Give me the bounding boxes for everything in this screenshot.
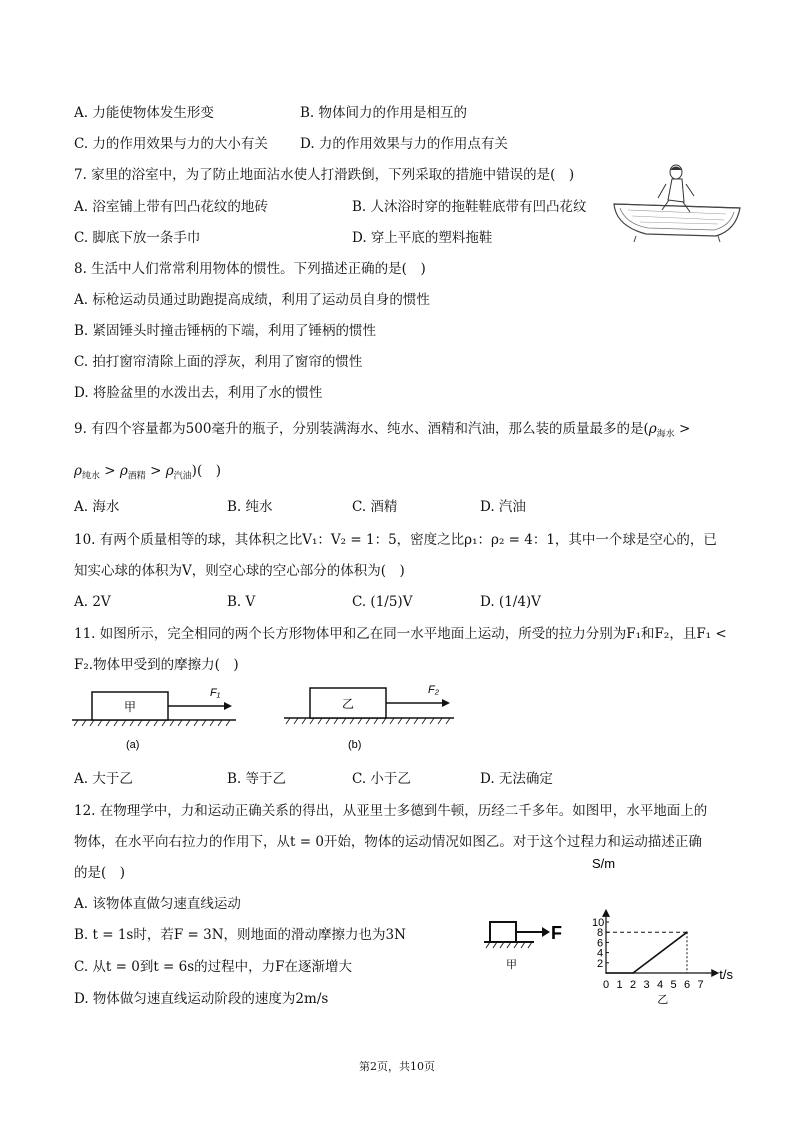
bathtub-illustration xyxy=(606,164,746,244)
q11-option-d: D. 无法确定 xyxy=(480,771,553,787)
q7-option-b: B. 人沐浴时穿的拖鞋鞋底带有凹凸花纹 xyxy=(352,199,587,215)
q6-option-d: D. 力的作用效果与力的作用点有关 xyxy=(300,136,508,152)
data-point xyxy=(605,972,607,974)
q12-option-d: D. 物体做匀速直线运动阶段的速度为2m/s xyxy=(74,991,329,1007)
rho-symbol: ρ xyxy=(74,463,82,479)
x-axis-arrow-icon xyxy=(711,969,719,977)
q7-option-d: D. 穿上平底的塑料拖鞋 xyxy=(352,230,493,246)
q12-line3: 的是( ) xyxy=(74,865,126,881)
block-yi-label: 乙 xyxy=(342,697,355,711)
series-line xyxy=(606,932,687,973)
rho-symbol: ρ xyxy=(165,463,174,479)
y-tick-label: 8 xyxy=(597,927,604,940)
q11-line2: F₂.物体甲受到的摩擦力( ) xyxy=(74,657,239,673)
gt-symbol: > xyxy=(150,463,162,479)
q9-stem-text: 9. 有四个容量都为500毫升的瓶子，分别装满海水、纯水、酒精和汽油，那么装的质量最多的是( xyxy=(74,421,649,437)
q11-option-b: B. 等于乙 xyxy=(227,771,287,787)
q12-line1: 12. 在物理学中，力和运动正确关系的得出，从亚里士多德到牛顿，历经二千多年。如图甲，水平地面上的 xyxy=(74,803,708,819)
q8-option-c: C. 拍打窗帘清除上面的浮灰，利用了窗帘的惯性 xyxy=(74,354,363,370)
rho-sub-pure: 纯水 xyxy=(81,471,100,482)
q9-stem xyxy=(74,420,690,444)
q10-option-b: B. V xyxy=(227,594,256,610)
y-tick-label: 4 xyxy=(597,947,604,960)
y-tick-label: 6 xyxy=(597,937,604,950)
q9-stem-cont xyxy=(74,462,221,486)
q12-option-a: A. 该物体直做匀速直线运动 xyxy=(74,896,241,912)
x-tick-label: 1 xyxy=(616,979,623,991)
q12-line2: 物体，在水平向右拉力的作用下，从t = 0开始，物体的运动情况如图乙。对于这个过程力和运动描述正确 xyxy=(74,834,702,850)
q9-option-c: C. 酒精 xyxy=(352,499,398,515)
x-tick-label: 2 xyxy=(630,979,637,991)
arrow-icon xyxy=(542,927,550,937)
q7-stem: 7. 家里的浴室中，为了防止地面沾水使人打滑跌倒，下列采取的措施中错误的是( ) xyxy=(74,167,575,183)
caption-b: (b) xyxy=(348,739,362,751)
x-tick-label: 5 xyxy=(670,979,677,991)
q7-option-a: A. 浴室铺上带有凹凸花纹的地砖 xyxy=(74,199,268,215)
force-f1-label: F₁ xyxy=(210,687,221,699)
data-point xyxy=(686,931,688,933)
q11-line1: 11. 如图所示，完全相同的两个长方形物体甲和乙在同一水平地面上运动，所受的拉力分别为F₁和F₂，且F₁ < xyxy=(74,626,727,642)
q9-option-d: D. 汽油 xyxy=(480,499,526,515)
q8-option-d: D. 将脸盆里的水泼出去，利用了水的惯性 xyxy=(74,385,323,401)
force-f2-label: F₂ xyxy=(428,684,439,696)
rho-symbol: ρ xyxy=(648,421,657,437)
q9-close: )( ) xyxy=(191,463,221,479)
q7-option-c: C. 脚底下放一条手巾 xyxy=(74,230,201,246)
rho-sub-gasoline: 汽油 xyxy=(173,471,192,482)
q10-option-d: D. (1/4)V xyxy=(480,594,541,610)
q12-option-b: B. t = 1s时，若F = 3N，则地面的滑动摩擦力也为3N xyxy=(74,927,406,943)
x-tick-label: 3 xyxy=(643,979,650,991)
q9-option-b: B. 纯水 xyxy=(227,499,273,515)
x-tick-label: 6 xyxy=(684,979,691,991)
rho-sub-alcohol: 酒精 xyxy=(127,471,146,482)
q12-figure-yi-chart xyxy=(588,856,748,1016)
force-f-label: F xyxy=(551,923,562,943)
caption-a: (a) xyxy=(126,739,140,751)
q10-option-c: C. (1/5)V xyxy=(352,594,413,610)
q8-stem: 8. 生活中人们常常利用物体的惯性。下列描述正确的是( ) xyxy=(74,261,426,277)
x-tick-label: 7 xyxy=(697,979,704,991)
q9-option-a: A. 海水 xyxy=(74,499,120,515)
arrow-icon xyxy=(442,699,450,707)
q10-line1: 10. 有两个质量相等的球，其体积之比V₁：V₂ = 1：5，密度之比ρ₁：ρ₂ = 4：1，其中一个球是空心的，已 xyxy=(74,532,717,548)
figure-yi-caption: 乙 xyxy=(657,994,669,1006)
x-tick-label: 0 xyxy=(603,979,610,991)
q11-option-a: A. 大于乙 xyxy=(74,771,133,787)
q12-option-c: C. 从t = 0到t = 6s的过程中，力F在逐渐增大 xyxy=(74,959,353,975)
q6-option-c: C. 力的作用效果与力的大小有关 xyxy=(74,136,268,152)
y-axis-label: S/m xyxy=(592,856,616,871)
rho-sub-seawater: 海水 xyxy=(656,429,675,440)
gt-symbol: > xyxy=(104,463,116,479)
y-axis-arrow-icon xyxy=(602,909,610,917)
x-axis-label: t/s xyxy=(719,967,733,982)
arrow-icon xyxy=(224,702,232,710)
q10-line2: 知实心球的体积为V，则空心球的空心部分的体积为( ) xyxy=(74,563,405,579)
q11-figure-b xyxy=(282,680,462,754)
gt-symbol: > xyxy=(678,421,691,437)
q10-option-a: A. 2V xyxy=(74,594,111,610)
q6-option-b: B. 物体间力的作用是相互的 xyxy=(300,105,468,121)
block-jia-label: 甲 xyxy=(124,700,137,714)
q12-figure-jia xyxy=(482,912,572,976)
y-tick-label: 2 xyxy=(597,957,604,970)
page-footer: 第2页，共10页 xyxy=(359,1060,435,1073)
data-point xyxy=(632,972,634,974)
rho-symbol: ρ xyxy=(119,463,128,479)
q11-option-c: C. 小于乙 xyxy=(352,771,411,787)
q8-option-b: B. 紧固锤头时撞击锤柄的下端，利用了锤柄的惯性 xyxy=(74,323,377,339)
q6-option-a: A. 力能使物体发生形变 xyxy=(74,105,214,121)
x-tick-label: 4 xyxy=(657,979,664,991)
y-tick-label: 10 xyxy=(592,917,605,929)
block-object xyxy=(490,922,516,942)
q8-option-a: A. 标枪运动员通过助跑提高成绩，利用了运动员自身的惯性 xyxy=(74,292,430,308)
q11-figure-a xyxy=(70,684,240,754)
figure-jia-label: 甲 xyxy=(506,959,517,971)
